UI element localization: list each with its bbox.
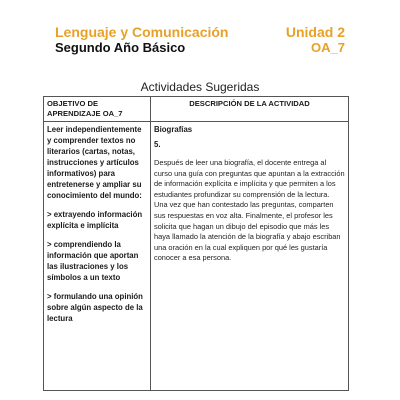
description-column-header: DESCRIPCIÓN DE LA ACTIVIDAD bbox=[151, 97, 349, 122]
activity-number: 5. bbox=[154, 140, 161, 149]
table-row bbox=[44, 122, 349, 391]
table-header-row bbox=[44, 97, 349, 122]
subject-title: Lenguaje y Comunicación bbox=[55, 24, 229, 40]
activity-title: Biografías bbox=[154, 125, 193, 134]
activity-table bbox=[43, 96, 349, 391]
objective-code: OA_7 bbox=[311, 40, 345, 55]
document-header-right bbox=[286, 24, 345, 56]
grade-level: Segundo Año Básico bbox=[55, 40, 186, 55]
section-title: Actividades Sugeridas bbox=[140, 80, 260, 94]
document-header-left bbox=[55, 24, 228, 56]
activity-description: Después de leer una biografía, el docente entrega al curso una guía con preguntas que apuntan a la extracción de información explícita e implícita y que permiten a los estudiantes profundizar su comprensión de la lectura. Una vez que han contestado las preguntas, comparten sus respuestas en voz alta. Finalmente, el profesor les solicita que hagan un dibujo del episodio que más les haya llamado la atención de la biografía y abajo escriban una oración en la cual expliquen por qué les gustaría conocer a esa persona. bbox=[154, 158, 345, 263]
objective-subitem: > comprendiendo la información que aportan las ilustraciones y los símbolos a un texto bbox=[47, 240, 139, 282]
objective-column-header: OBJETIVO DE APRENDIZAJE OA_7 bbox=[44, 97, 151, 122]
objective-subitem: > extrayendo información explícita e implícita bbox=[47, 210, 143, 230]
description-cell bbox=[151, 122, 349, 391]
objective-cell bbox=[44, 122, 151, 391]
objective-subitem: > formulando una opinión sobre algún aspecto de la lectura bbox=[47, 292, 143, 323]
unit-label: Unidad 2 bbox=[285, 24, 345, 40]
objective-statement: Leer independientemente y comprender textos no literarios (cartas, notas, instrucciones y artículos informativos) para entretenerse y ampliar su conocimiento del mundo: bbox=[47, 125, 142, 200]
